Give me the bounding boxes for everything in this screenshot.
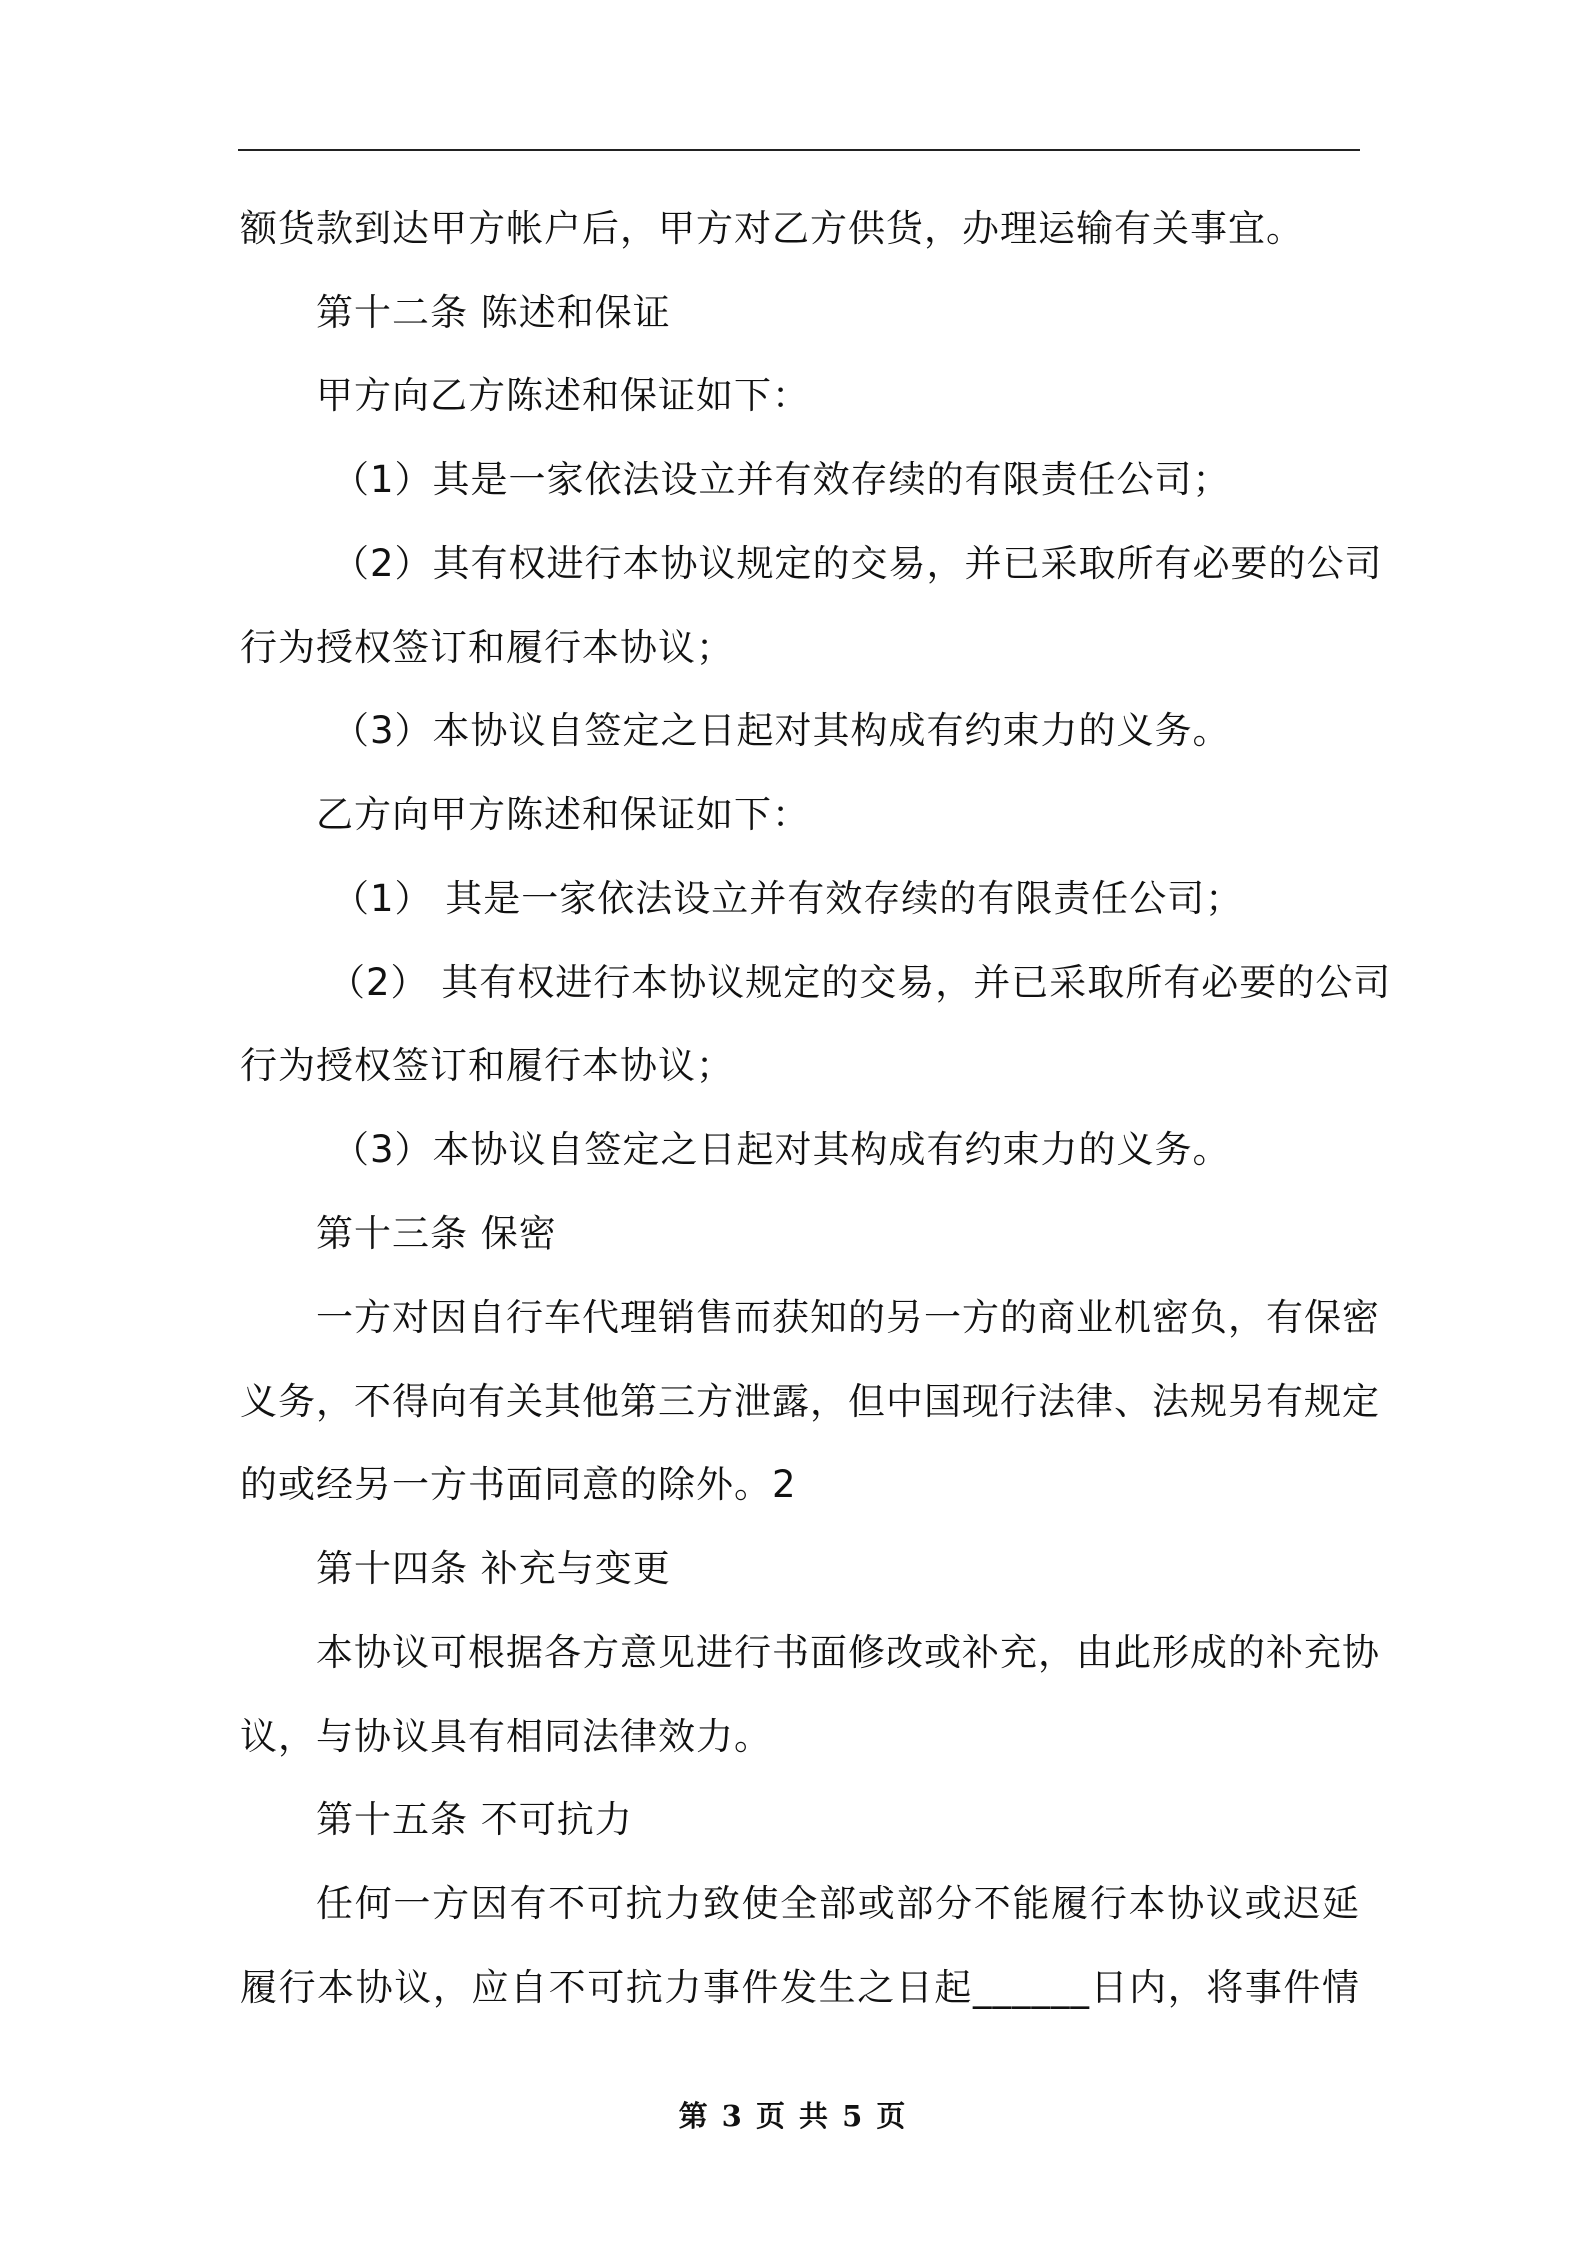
list-item: （3）本协议自签定之日起对其构成有约束力的义务。 (332, 709, 1231, 752)
list-item: （2）其有权进行本协议规定的交易，并已采取所有必要的公司 (332, 542, 1383, 585)
list-item: （1） 其是一家依法设立并有效存续的有限责任公司； (332, 877, 1244, 920)
paragraph-line: 乙方向甲方陈述和保证如下： (316, 793, 810, 836)
paragraph-line: 任何一方因有不可抗力致使全部或部分不能履行本协议或迟延 (316, 1882, 1360, 1925)
header-rule (238, 149, 1360, 151)
section-heading: 第十五条 不可抗力 (316, 1798, 633, 1841)
paragraph-line: 义务，不得向有关其他第三方泄露，但中国现行法律、法规另有规定 (240, 1380, 1380, 1423)
paragraph-line: 议，与协议具有相同法律效力。 (240, 1715, 772, 1758)
paragraph-line: 本协议可根据各方意见进行书面修改或补充，由此形成的补充协 (316, 1631, 1380, 1674)
page-number: 第 3 页 共 5 页 (678, 2099, 908, 2133)
paragraph-line: 行为授权签订和履行本协议； (240, 626, 734, 669)
paragraph-line: 额货款到达甲方帐户后，甲方对乙方供货，办理运输有关事宜。 (240, 207, 1304, 250)
paragraph-line: 的或经另一方书面同意的除外。2 (240, 1463, 797, 1506)
section-heading: 第十二条 陈述和保证 (316, 291, 671, 334)
list-item: （2） 其有权进行本协议规定的交易，并已采取所有必要的公司 (328, 961, 1392, 1004)
list-item: （3）本协议自签定之日起对其构成有约束力的义务。 (332, 1128, 1231, 1171)
paragraph-line: 履行本协议，应自不可抗力事件发生之日起______日内，将事件情 (240, 1966, 1360, 2009)
paragraph-line: 行为授权签订和履行本协议； (240, 1044, 734, 1087)
paragraph-line: 甲方向乙方陈述和保证如下： (316, 374, 810, 417)
section-heading: 第十三条 保密 (316, 1212, 557, 1255)
section-heading: 第十四条 补充与变更 (316, 1547, 671, 1590)
paragraph-line: 一方对因自行车代理销售而获知的另一方的商业机密负，有保密 (316, 1296, 1380, 1339)
list-item: （1）其是一家依法设立并有效存续的有限责任公司； (332, 458, 1231, 501)
